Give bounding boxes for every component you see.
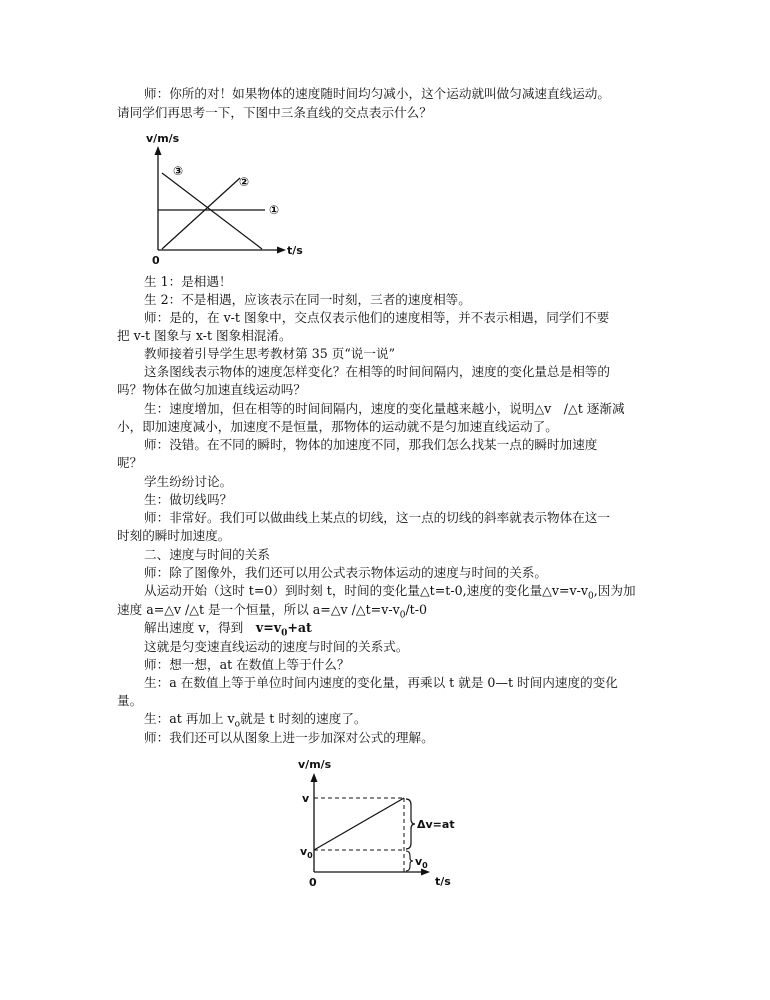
dialogue-line: 师：是的，在 v-t 图象中，交点仅表示他们的速度相等，并不表示相遇，同学们不要 — [144, 310, 610, 325]
dialogue-line: 吗？物体在做匀加速直线运动吗？ — [117, 382, 306, 397]
fig2-right-v0-label — [415, 855, 428, 870]
formula-line-2-text: 速度 a=△v /△t 是一个恒量，所以 a=△v /△t=v-v — [117, 602, 400, 617]
formula-line-1-sub: 0 — [588, 591, 594, 602]
dialogue-line: 学生纷纷讨论。 — [144, 474, 233, 489]
formula-line-3-text: 解出速度 v，得到 — [144, 620, 256, 635]
dialogue-line: 量。 — [117, 693, 143, 708]
dialogue-line: 小，即加速度减小，加速度不是恒量，那物体的运动就不是匀加速直线运动了。 — [117, 419, 558, 434]
dialogue-line: 生 2：不是相遇，应该表示在同一时刻，三者的速度相等。 — [144, 292, 471, 307]
fig2-v0-sub: 0 — [307, 851, 313, 860]
dialogue-line: 把 v-t 图象与 x-t 图象相混淆。 — [117, 328, 292, 343]
fig1-origin-label: 0 — [152, 254, 160, 267]
formula-line-1-tail: ,因为加 — [593, 583, 636, 598]
fig2-delta-label: Δv=at — [417, 818, 455, 831]
velocity-formula-sub: 0 — [281, 628, 288, 639]
velocity-formula — [255, 620, 312, 639]
dialogue-line: 师：没错。在不同的瞬时，物体的加速度不同，那我们怎么找某一点的瞬时加速度 — [144, 437, 598, 452]
dialogue-v0-sub: o — [234, 719, 241, 730]
velocity-formula-b: +at — [287, 620, 312, 635]
dialogue-line: 教师接着引导学生思考教材第 35 页“说一说” — [144, 346, 396, 361]
dialogue-line-v0 — [117, 709, 657, 729]
fig1-x-axis-label: t/s — [287, 244, 303, 257]
dialogue-v0-tail: 就是 t 时刻的速度了。 — [240, 711, 367, 726]
section-heading: 二、速度与时间的关系 — [144, 547, 270, 562]
velocity-formula-a: v=v — [255, 620, 282, 635]
dialogue-v0-text: 生：at 再加上 v — [144, 711, 235, 726]
fig1-y-arrow-icon — [155, 146, 162, 155]
fig1-line-3-label: ③ — [173, 164, 184, 178]
fig1-line-2 — [162, 178, 240, 249]
fig2-origin-label: 0 — [309, 876, 317, 889]
dialogue-line: 这就是匀变速直线运动的速度与时间的关系式。 — [144, 639, 409, 654]
fig1-y-axis-label: v/m/s — [146, 132, 180, 145]
fig2-v-label: v — [302, 792, 310, 805]
paragraph-1-line-2: 请同学们再思考一下，下图中三条直线的交点表示什么？ — [117, 105, 432, 120]
dialogue-line: 师：除了图像外，我们还可以用公式表示物体运动的速度与时间的关系。 — [144, 565, 547, 580]
dialogue-line: 生：速度增加，但在相等的时间间隔内，速度的变化量越来越小，说明△v /△t 逐渐减 — [144, 401, 625, 416]
fig2-velocity-line — [314, 798, 404, 850]
fig2-v0-main: v — [300, 845, 308, 858]
fig2-right-v0-main: v — [415, 855, 423, 868]
fig1-line-2-label: ② — [239, 175, 250, 189]
formula-line-3 — [117, 618, 657, 638]
formula-line-1-text: 从运动开始（这时 t=0）到时刻 t，时间的变化量△t=t-0,速度的变化量△v=v-v — [144, 583, 589, 598]
dialogue-line: 生：a 在数值上等于单位时间内速度的变化量，再乘以 t 就是 0—t 时间内速度的变化 — [144, 675, 618, 690]
formula-line-1 — [117, 581, 657, 601]
dialogue-line: 时刻的瞬时加速度。 — [117, 528, 231, 543]
dialogue-line: 师：我们还可以从图象上进一步加深对公式的理解。 — [144, 730, 434, 745]
vt-graph-three-lines — [140, 128, 325, 270]
paragraph-1-line-1: 师：你所的对！如果物体的速度随时间均匀减小，这个运动就叫做匀减速直线运动。 — [144, 86, 610, 101]
dialogue-line: 生 1：是相遇！ — [144, 274, 232, 289]
fig1-line-1-label: ① — [269, 203, 280, 217]
dialogue-line: 这条图线表示物体的速度怎样变化？在相等的时间间隔内，速度的变化量总是相等的 — [144, 364, 610, 379]
fig2-v0-label — [300, 845, 313, 860]
fig2-y-axis-label: v/m/s — [298, 758, 332, 771]
fig2-v0-brace — [406, 851, 413, 871]
fig2-right-v0-sub: 0 — [422, 861, 428, 870]
dialogue-line: 师：非常好。我们可以做曲线上某点的切线，这一点的切线的斜率就表示物体在这一 — [144, 510, 610, 525]
fig2-y-arrow-icon — [311, 773, 318, 782]
dialogue-line: 师：想一想，at 在数值上等于什么？ — [144, 657, 350, 672]
fig2-delta-brace — [406, 799, 415, 849]
dialogue-line: 生：做切线吗？ — [144, 492, 233, 507]
fig1-x-arrow-icon — [277, 247, 286, 254]
formula-line-2-tail: /t-0 — [405, 602, 428, 617]
fig2-x-axis-label: t/s — [435, 875, 451, 888]
formula-line-2-sub: 0 — [399, 610, 406, 621]
vt-graph-uniform-acceleration — [296, 755, 471, 890]
dialogue-line: 呢？ — [117, 455, 143, 470]
formula-line-2 — [117, 600, 657, 620]
